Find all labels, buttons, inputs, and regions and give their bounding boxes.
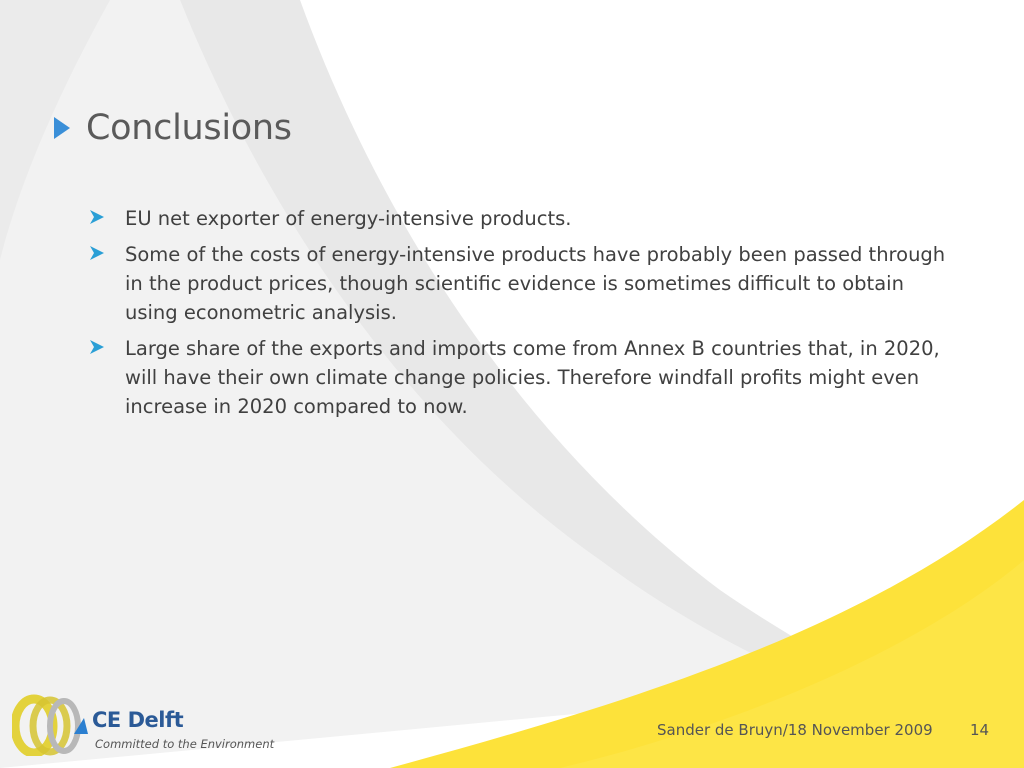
ce-delft-logo — [12, 694, 302, 756]
list-item — [88, 334, 948, 421]
page-number: 14 — [970, 721, 990, 739]
logo-tagline: Committed to the Environment — [95, 737, 275, 751]
footer-author-date: Sander de Bruyn/18 November 2009 — [657, 721, 933, 739]
list-item — [88, 240, 948, 327]
bullet-text: Some of the costs of energy-intensive products have probably been passed through in the product prices, though scientific evidence is sometimes difficult to obtain using econometric analysis. — [125, 243, 946, 324]
logo-name: CE Delft — [92, 708, 184, 732]
logo-mark-icon — [12, 694, 92, 756]
list-item — [88, 204, 948, 233]
arrow-bullet-icon — [88, 334, 125, 360]
bullet-text: EU net exporter of energy-intensive products. — [125, 207, 572, 230]
slide-title: Conclusions — [86, 108, 292, 148]
bullet-text: Large share of the exports and imports come from Annex B countries that, in 2020, will have their own climate change policies. Therefore windfall profits might even increase in 2020 compared to now. — [125, 337, 940, 418]
arrow-bullet-icon — [88, 240, 125, 266]
title-arrow-icon — [52, 113, 72, 143]
bullet-list — [88, 204, 948, 428]
title-row — [52, 108, 292, 148]
arrow-bullet-icon — [88, 204, 125, 230]
